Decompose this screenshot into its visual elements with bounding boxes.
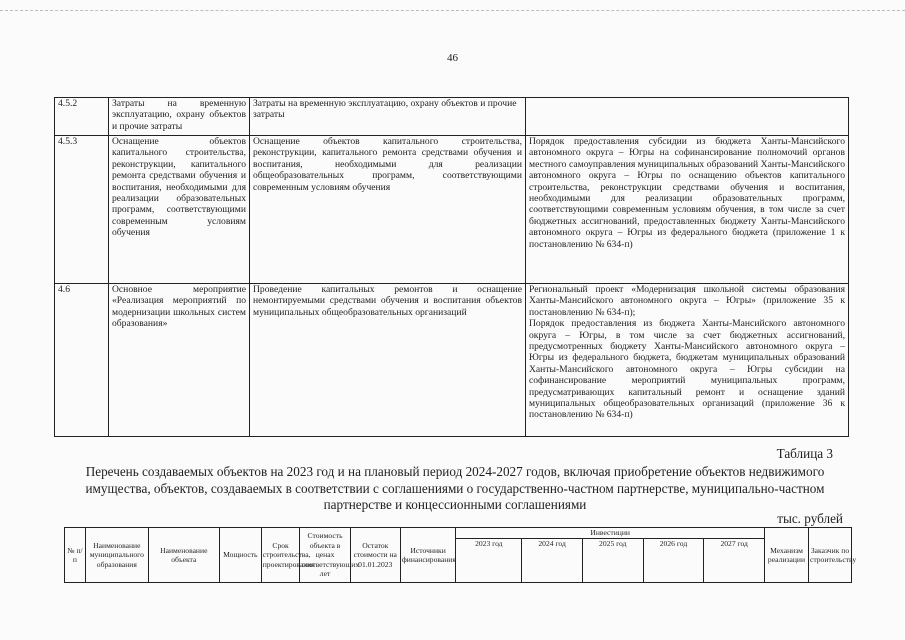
header-row <box>65 528 852 539</box>
header-num: № п/п <box>65 528 86 583</box>
header-investments: Инвестиции <box>456 528 765 539</box>
measure-name: Затраты на временную эксплуатацию, охрану объектов и прочие затраты <box>109 98 250 136</box>
header-remaining-cost: Остаток стоимости на 01.01.2023 <box>350 528 400 583</box>
row-number: 4.5.3 <box>55 136 109 284</box>
table-row <box>55 284 849 437</box>
header-year: 2023 год <box>456 539 522 583</box>
row-number: 4.6 <box>55 284 109 437</box>
header-year: 2024 год <box>522 539 583 583</box>
measure-name: Основное мероприятие «Реализация мероприятий по модернизации школьных систем образования» <box>109 284 250 437</box>
measure-basis <box>526 284 849 437</box>
measure-description: Затраты на временную эксплуатацию, охрану объектов и прочие затраты <box>250 98 526 136</box>
measure-description: Проведение капитальных ремонтов и оснащение немонтируемыми средствами обучения и воспитания объектов муниципальных общеобразовательных организаций <box>250 284 526 437</box>
header-customer: Заказчик по строительству <box>808 528 851 583</box>
header-year: 2026 год <box>643 539 704 583</box>
table-label: Таблица 3 <box>776 446 833 461</box>
measure-description: Оснащение объектов капитального строительства, реконструкции, капитального ремонта средствами обучения и воспитания, необходимыми для реализации общеобразовательных программ, соответствующими современным условиям обучения <box>250 136 526 284</box>
objects-table <box>64 527 857 583</box>
header-capacity: Мощность <box>219 528 261 583</box>
header-construction-term: Срок строительства, проектирования <box>261 528 300 583</box>
basis-paragraph: Порядок предоставления из бюджета Ханты-Мансийского автономного округа – Югры, в том числе за счет бюджетных ассигнований, предусмотренных бюджету Ханты-Мансийского автономного округа – Югры из федерального бюджета, бюджетам муниципальных образований Ханты-Мансийского автономного округа – Югры субсидии на софинансирование мероприятий муниципальных программ, предусматривающих капитальный ремонт и оснащение зданий муниципальных общеобразовательных организаций (приложение 36 к постановлению № 634-п) <box>529 318 845 421</box>
table-title: Перечень создаваемых объектов на 2023 год и на плановый период 2024-2027 годов, включая приобретение объектов недвижимого имущества, объектов, создаваемых в соответствии с соглашениями о государственно-частном партнерстве, муниципально-частном партнерстве и концессионными соглашениями <box>85 464 825 512</box>
header-funding-sources: Источники финансирования <box>400 528 455 583</box>
header-object-name: Наименование объекта <box>148 528 219 583</box>
header-cost: Стоимость объекта в ценах соответствующих лет <box>300 528 350 583</box>
header-mechanism: Механизм реализации <box>765 528 809 583</box>
table-row <box>55 98 849 136</box>
header-year: 2025 год <box>582 539 643 583</box>
measure-basis: Порядок предоставления субсидии из бюджета Ханты-Мансийского автономного округа – Югры на софинансирование полномочий органов местного самоуправления муниципальных образований Ханты-Мансийского автономного округа – Югры по оснащению объектов капитального строительства, реконструкции средствами обучения и воспитания, необходимыми для реализации образовательных программ, соответствующими современным условиям обучения, в том числе за счет бюджетных ассигнований, предоставленных бюджету Ханты-Мансийского автономного округа – Югры из федерального бюджета (приложение 1 к постановлению № 634-п) <box>526 136 849 284</box>
measure-basis <box>526 98 849 136</box>
measure-name: Оснащение объектов капитального строительства, реконструкции, капитального ремонта средствами обучения и воспитания, необходимыми для реализации образовательных программ, соответствующими современным условиям обучения <box>109 136 250 284</box>
row-number: 4.5.2 <box>55 98 109 136</box>
header-year: 2027 год <box>704 539 765 583</box>
page-number: 46 <box>447 52 458 64</box>
top-border-line <box>0 10 905 11</box>
table-row <box>55 136 849 284</box>
header-municipal-name: Наименование муниципального образования <box>85 528 148 583</box>
table-unit: тыс. рублей <box>777 511 843 526</box>
measures-table <box>54 97 849 437</box>
basis-paragraph: Региональный проект «Модернизация школьной системы образования Ханты-Мансийского автономного округа – Югры» (приложение 35 к постановлению № 634-п); <box>529 284 845 318</box>
